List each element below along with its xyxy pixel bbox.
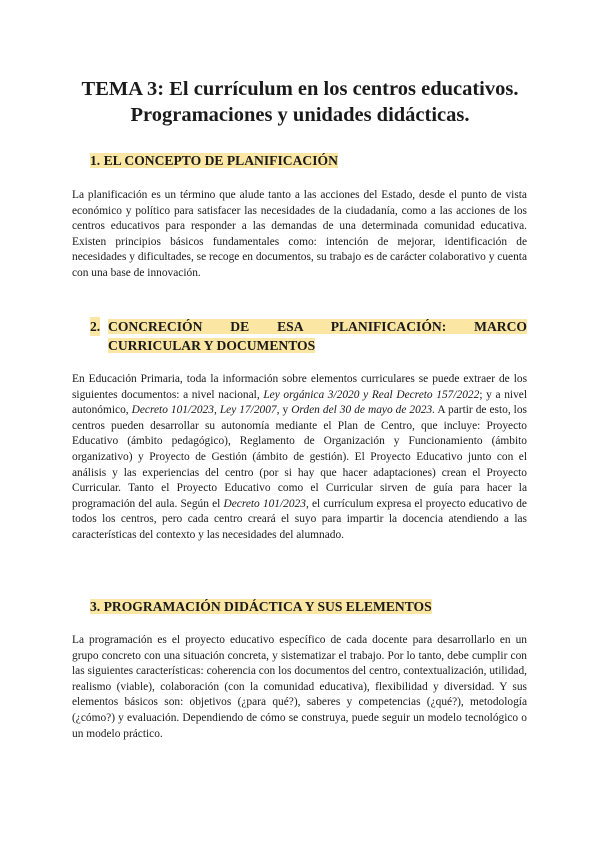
section-3-number: 3. xyxy=(90,599,101,614)
section-1-title: EL CONCEPTO DE PLANIFICACIÓN xyxy=(103,153,338,168)
section-1-paragraph: La planificación es un término que alude tanto a las acciones del Estado, desde el punto de vista económico y político para satisfacer las necesidades de la ciudadanía, como a las acciones de los centros educativos para responder a las demandas de una determinada comunidad educativa. Existen principios básicos fundamentales como: intención de mejorar, identificación de necesidades y dificultades, se recoge en documentos, su trabajo es de carácter colaborativo y cuenta con una base de innovación. xyxy=(72,189,527,279)
title-line-2: Programaciones y unidades didácticas. xyxy=(130,104,470,126)
section-2-title-line-1: CONCRECIÓN DE ESA PLANIFICACIÓN: MARCO xyxy=(108,319,527,334)
document-title xyxy=(40,76,560,128)
section-3-title: PROGRAMACIÓN DIDÁCTICA Y SUS ELEMENTOS xyxy=(103,599,432,614)
section-2-heading xyxy=(90,317,527,355)
reference-decreto-101-b: Decreto 101/2023 xyxy=(223,497,306,510)
section-2-paragraph: En Educación Primaria, toda la información sobre elementos curriculares se puede extraer de los siguientes documentos: a nivel nacional, Ley orgánica 3/2020 y Real Decreto 157/2022; y a nivel autonómico, Decreto 101/2023, Ley 17/2007, y Orden del 30 de mayo de 2023. A partir de esto, los centros pueden desarrollar su autonomía mediante el Plan de Centro, que incluye: Proyecto Educativo (ámbito pedagógico), Reglamento de Organización y Funcionamiento (ámbito organizativo) y Proyecto de Gestión (ámbito de gestión). El Proyecto Educativo junto con el análisis y las experiencias del centro (por si hay que hacer adaptaciones) crean el Proyecto Curricular. Tanto el Proyecto Educativo como el Curricular sirven de guía para hacer la programación del aula. Según el Decreto 101/2023, el currículum expresa el proyecto educativo de todos los centros, pero cada centro creará el suyo para impartir la docencia atendiendo a las características del contexto y las necesidades del alumnado. xyxy=(72,373,527,541)
section-3-heading xyxy=(90,597,527,616)
reference-ley-17: Ley 17/2007, xyxy=(219,404,280,417)
section-2-number: 2. xyxy=(90,319,101,334)
section-2-title-line-2: CURRICULAR Y DOCUMENTOS xyxy=(108,338,316,353)
reference-ley-organica: Ley orgánica 3/2020 y Real Decreto 157/2022 xyxy=(263,388,480,401)
section-3-paragraph: La programación es el proyecto educativo específico de cada docente para desarrollarlo en un grupo concreto con una situación concreta, y sistematizar el trabajo. Por lo tanto, debe cumplir con las siguientes características: coherencia con los documentos del centro, contextualización, utilidad, realismo (viable), colaboración (con la comunidad educativa), flexibilidad y diversidad. Y sus elementos básicos son: objetivos (¿para qué?), saberes y competencias (¿qué?), metodología (¿cómo?) y evaluación. Dependiendo de cómo se construya, puede seguir un modelo tecnológico o un modelo práctico. xyxy=(72,634,527,740)
section-1-heading xyxy=(90,151,527,170)
reference-decreto-101: Decreto 101/2023 xyxy=(131,404,214,417)
title-line-1: TEMA 3: El currículum en los centros educativos. xyxy=(81,78,519,100)
section-1-number: 1. xyxy=(90,153,101,168)
reference-orden: Orden del 30 de mayo de 2023. xyxy=(291,404,436,417)
